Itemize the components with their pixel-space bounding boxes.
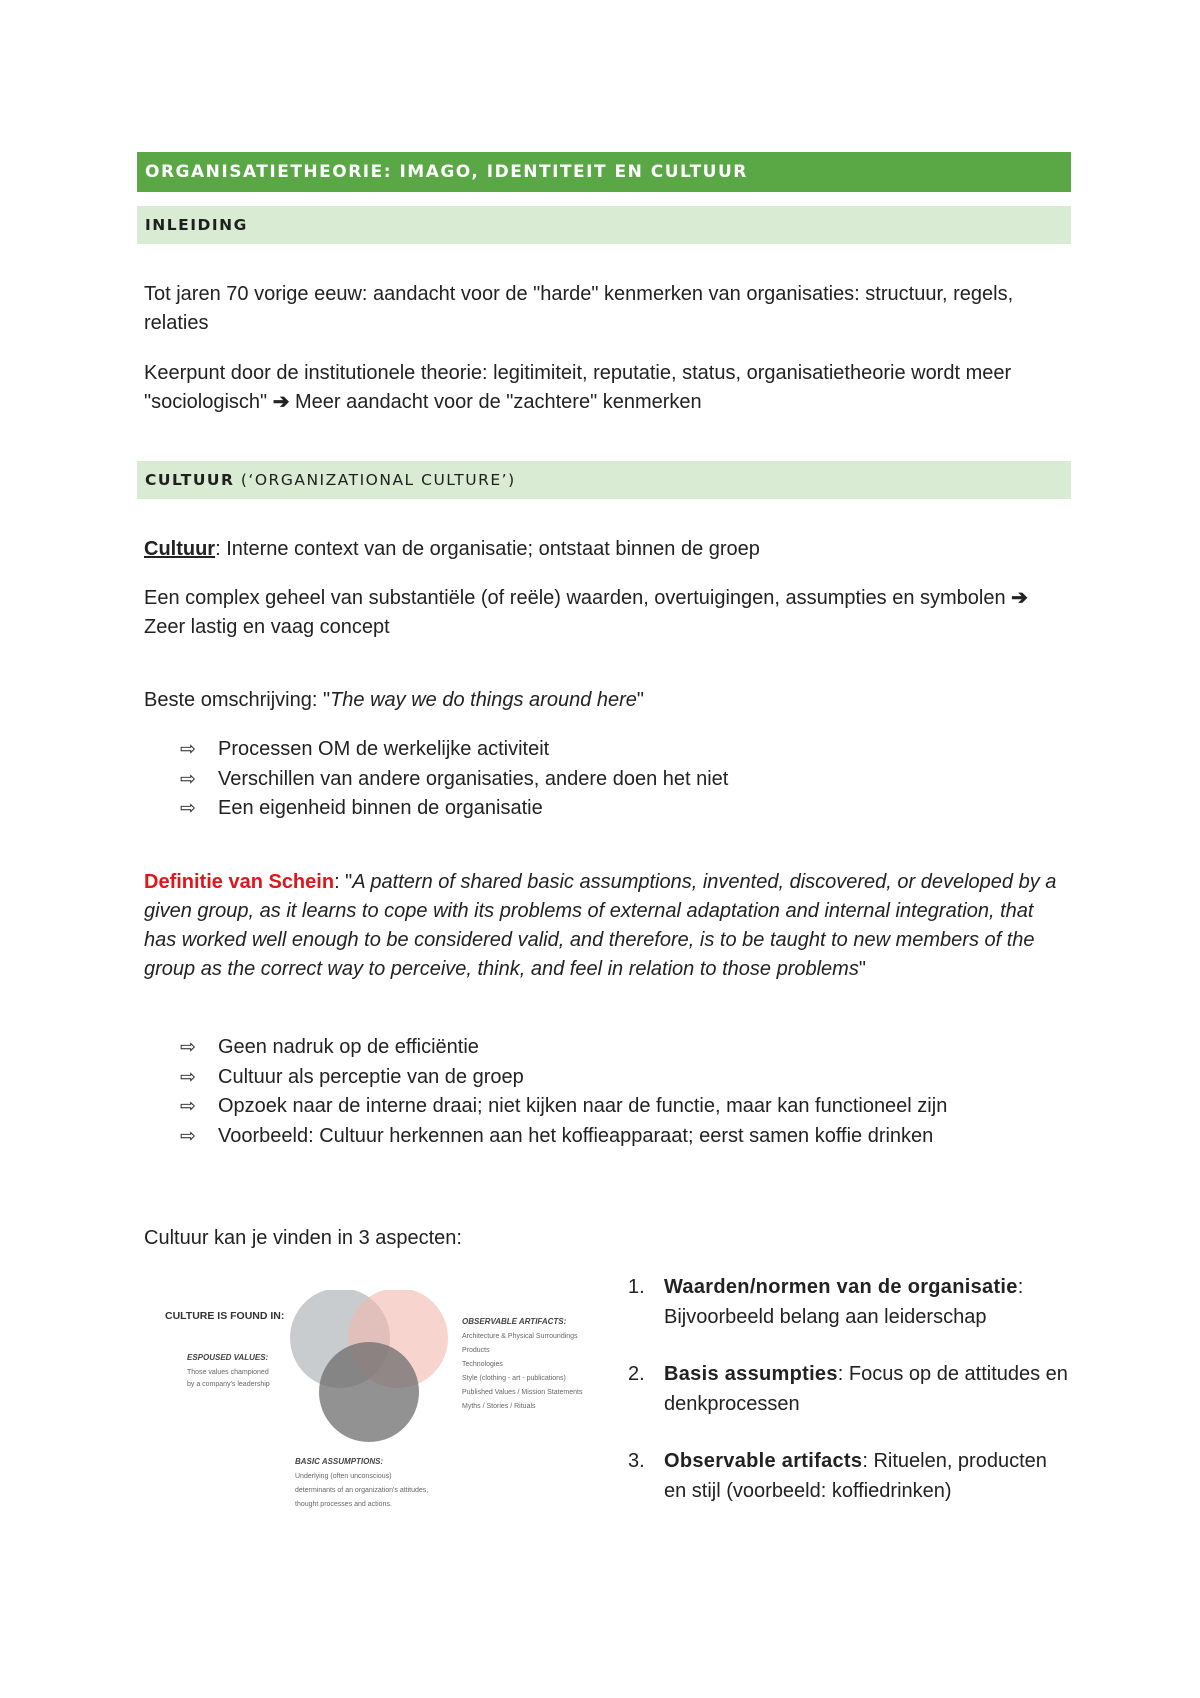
arrow-bullet-icon: ⇨ [180,1066,196,1088]
paragraph-aspects-intro: Cultuur kan je vinden in 3 aspecten: [144,1227,462,1249]
arrow-right-icon: ➔ [272,391,290,413]
list-item: ⇨ Processen OM de werkelijke activiteit [180,735,1080,765]
basic-assumptions-line: thought processes and actions. [295,1501,392,1508]
basic-assumptions-heading: BASIC ASSUMPTIONS: [295,1457,384,1466]
document-title-bar [137,152,1071,192]
arrow-bullet-icon: ⇨ [180,768,196,790]
section-heading-bold: CULTUUR [145,471,235,489]
paragraph-definitie-schein: Definitie van Schein: "A pattern of shared basic assumptions, invented, discovered, or developed by a given group, as it learns to cope with its problems of external adaptation and internal integration, that has worked well enough to be considered valid, and therefore, is to be taught to new members of the group as the correct way to perceive, think, and feel in relation to those problems" [144,871,1057,980]
paragraph-keerpunt: Keerpunt door de institutionele theorie: legitimiteit, reputatie, status, organisatietheorie wordt meer "sociologisch" ➔ Meer aandacht voor de "zachtere" kenmerken [144,362,1012,413]
term-cultuur: Cultuur [144,538,216,560]
arrow-bullet-icon: ⇨ [180,1096,196,1117]
basic-assumptions-line: determinants of an organization's attitudes, [295,1487,429,1494]
arrow-bullet-icon: ⇨ [180,1037,196,1058]
section-heading-plain: (‘ORGANIZATIONAL CULTURE’) [234,471,516,489]
list-item: ⇨ Cultuur als perceptie van de groep [180,1063,1080,1093]
list-item: 2. Basis assumpties: Focus op de attitudes en denkprocessen [628,1360,1068,1419]
list-number: 1. [628,1276,645,1298]
list-item: 3. Observable artifacts: Rituelen, producten en stijl (voorbeeld: koffiedrinken) [628,1447,1068,1506]
bullet-list-omschrijving [180,735,1080,824]
artifacts-line: Style (clothing - art - publications) [462,1375,566,1382]
espoused-heading: ESPOUSED VALUES: [187,1353,269,1362]
arrow-right-icon: ➔ [1011,587,1028,609]
espoused-line: by a company's leadership [187,1381,270,1388]
list-item: ⇨ Voorbeeld: Cultuur herkennen aan het koffieapparaat; eerst samen koffie drinken [180,1122,1080,1152]
section-heading-text: INLEIDING [145,216,248,234]
list-item: ⇨ Verschillen van andere organisaties, andere doen het niet [180,765,1080,795]
arrow-bullet-icon: ⇨ [180,1125,196,1147]
arrow-bullet-icon: ⇨ [180,798,196,819]
artifacts-line: Products [462,1347,490,1354]
section-heading-cultuur [137,461,1071,499]
artifacts-line: Myths / Stories / Rituals [462,1403,536,1410]
list-item: ⇨ Een eigenheid binnen de organisatie [180,794,1080,824]
artifacts-line: Published Values / Mission Statements [462,1389,583,1396]
paragraph-complex-geheel: Een complex geheel van substantiële (of reële) waarden, overtuigingen, assumpties en symbolen ➔ Zeer lastig en vaag concept [144,587,1028,638]
arrow-bullet-icon: ⇨ [180,739,196,760]
artifacts-heading: OBSERVABLE ARTIFACTS: [462,1317,567,1326]
paragraph-beste-omschrijving: Beste omschrijving: "The way we do things around here" [144,689,645,711]
quote-way-we-do-things: The way we do things around here [330,689,637,711]
artifacts-line: Architecture & Physical Surroundings [462,1333,578,1340]
espoused-line: Those values championed [187,1369,269,1376]
circle-basic-assumptions [319,1342,419,1442]
section-heading-inleiding [137,206,1071,244]
figure-title: CULTURE IS FOUND IN: [165,1310,285,1322]
term-definitie-schein: Definitie van Schein [144,871,335,893]
list-item: 1. Waarden/normen van de organisatie: Bijvoorbeeld belang aan leiderschap [628,1273,1068,1332]
artifacts-line: Technologies [462,1361,503,1368]
basic-assumptions-line: Underlying (often unconscious) [295,1473,392,1480]
paragraph-cultuur-definition: Cultuur: Interne context van de organisatie; ontstaat binnen de groep [144,538,760,560]
document-title: ORGANISATIETHEORIE: IMAGO, IDENTITEIT EN CULTUUR [145,162,748,182]
paragraph-harde-kenmerken: Tot jaren 70 vorige eeuw: aandacht voor de "harde" kenmerken van organisaties: structuur, regels, relaties [144,283,1014,334]
list-item: ⇨ Geen nadruk op de efficiëntie [180,1033,1080,1063]
list-number: 3. [628,1450,645,1472]
schein-quote: A pattern of shared basic assumptions, invented, discovered, or developed by a given group, as it learns to cope with its problems of external adaptation and internal integration, that has worked well enough to be considered valid, and therefore, is to be taught to new members of the group as the correct way to perceive, think, and feel in relation to those problems [144,871,1057,980]
culture-venn-figure [155,1290,605,1540]
list-number: 2. [628,1363,645,1385]
bullet-list-schein [180,1033,1080,1151]
numbered-list-aspects [628,1273,1068,1534]
list-item: ⇨ Opzoek naar de interne draai; niet kijken naar de functie, maar kan functioneel zijn [180,1092,1080,1122]
